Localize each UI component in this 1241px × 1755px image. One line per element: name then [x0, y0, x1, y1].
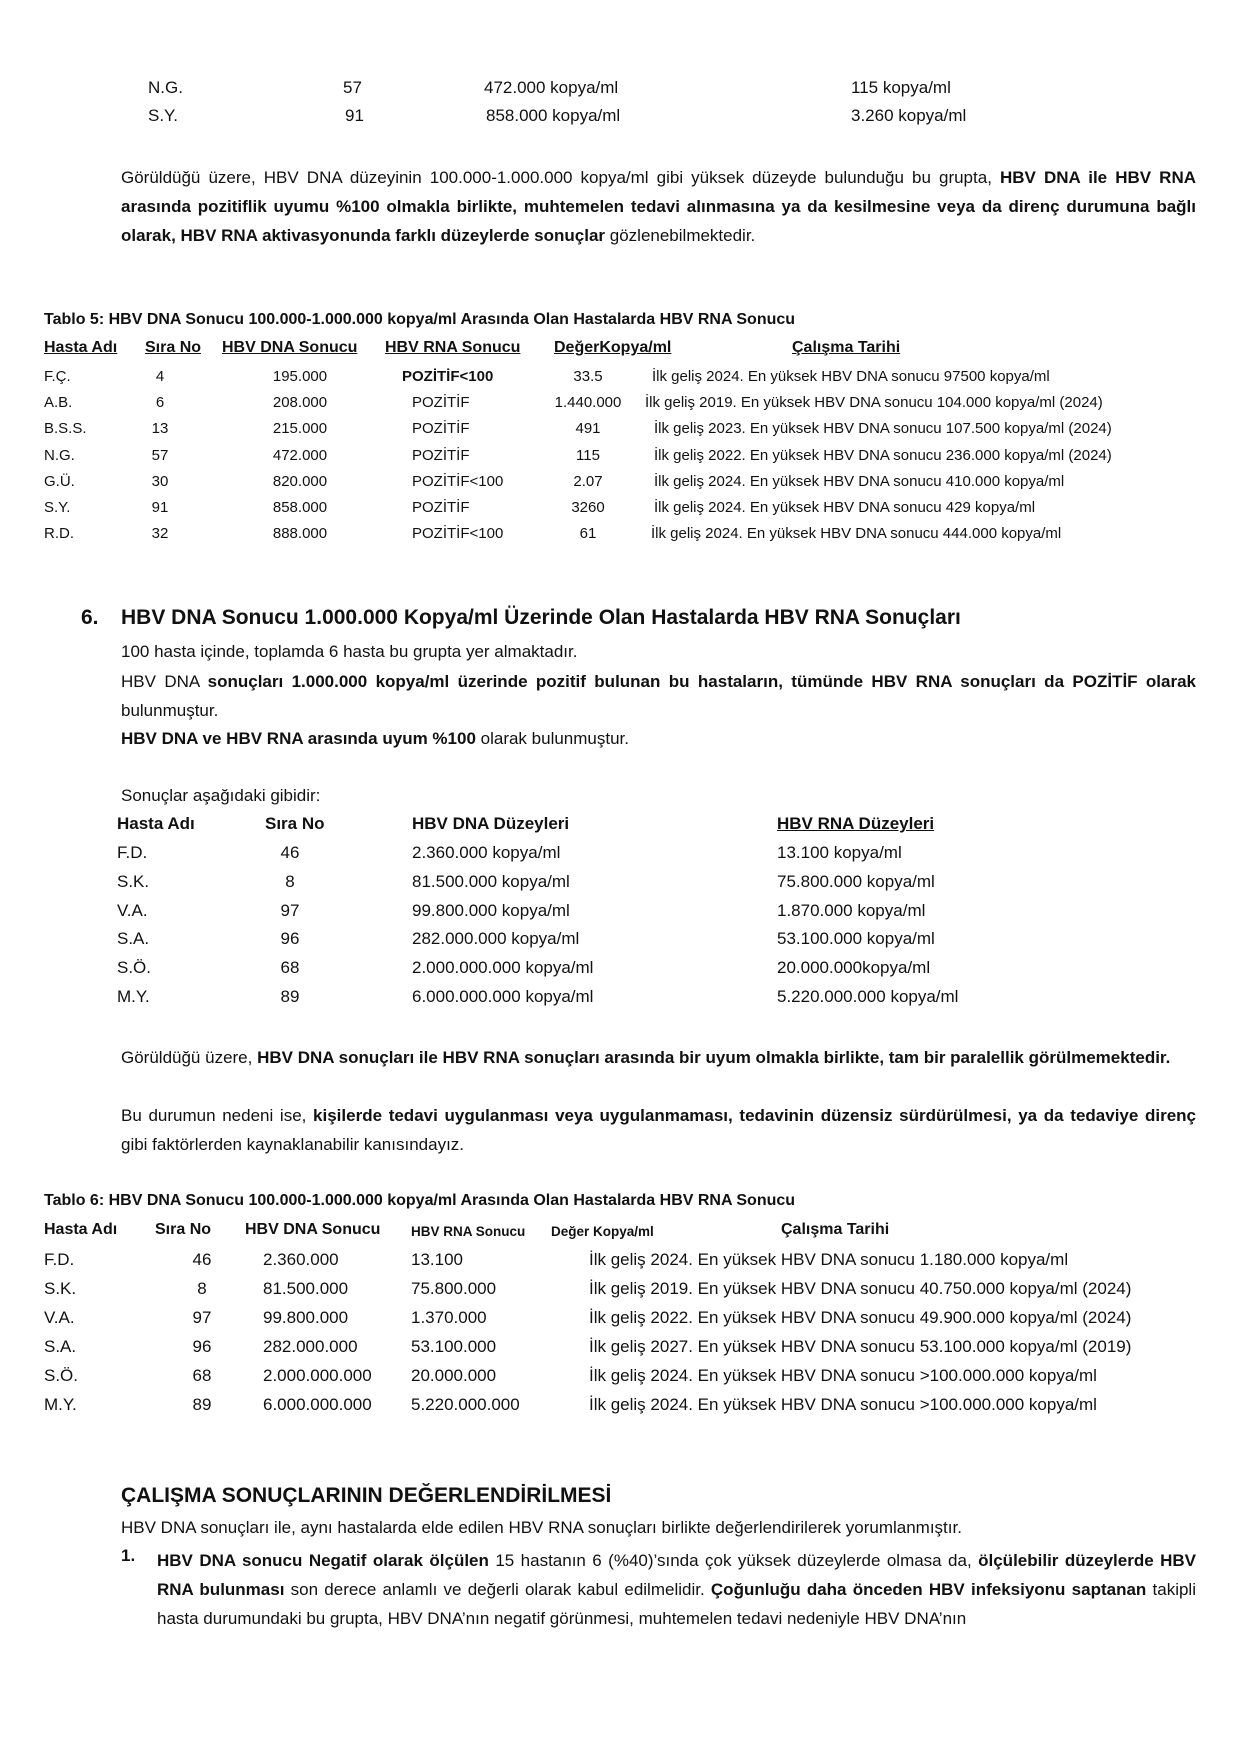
table-6-cell-tarih: İlk geliş 2024. En yüksek HBV DNA sonucu >100.000.000 kopya/ml	[589, 1395, 1097, 1414]
text: Görüldüğü üzere, HBV DNA düzeyinin 100.000-1.000.000 kopya/ml gibi yüksek düzeyde bulunduğu bu grupta,	[121, 168, 1000, 187]
text: olarak bulunmuştur.	[475, 729, 629, 748]
section-6-paragraph-5	[121, 1101, 1196, 1159]
table-6-cell-rna: 13.100	[411, 1250, 463, 1269]
table-5-cell-rna: POZİTİF<100	[412, 525, 504, 542]
top-row-name: N.G.	[148, 78, 183, 97]
table-6-header-name: Hasta Adı	[44, 1221, 118, 1238]
table-6-cell-dna: 81.500.000	[263, 1279, 349, 1298]
results-header-rna: HBV RNA Düzeyleri	[777, 814, 935, 833]
results-cell-name: M.Y.	[117, 987, 150, 1006]
text: bulunmuştur.	[121, 701, 219, 720]
table-6-header-tarih: Çalışma Tarihi	[781, 1221, 890, 1238]
table-5-cell-tarih: İlk geliş 2023. En yüksek HBV DNA sonucu 107.500 kopya/ml (2024)	[654, 420, 1112, 437]
evaluation-title: ÇALIŞMA SONUÇLARININ DEĞERLENDİRİLMESİ	[121, 1484, 612, 1507]
table-5-cell-tarih: İlk geliş 2022. En yüksek HBV DNA sonucu 236.000 kopya/ml (2024)	[654, 447, 1112, 464]
results-cell-sira: 68	[280, 958, 300, 977]
results-cell-dna: 2.360.000 kopya/ml	[412, 843, 561, 862]
table-5-cell-tarih: İlk geliş 2024. En yüksek HBV DNA sonucu 97500 kopya/ml	[652, 368, 1050, 385]
table-5-cell-dna: 195.000	[272, 368, 328, 385]
bold-text: Çoğunluğu daha önceden HBV infeksiyonu saptanan	[710, 1580, 1147, 1599]
table-6-cell-name: F.D.	[44, 1250, 75, 1269]
section-6-paragraph-2	[121, 667, 1196, 725]
text: HBV DNA	[121, 672, 208, 691]
table-6-cell-rna: 5.220.000.000	[411, 1395, 520, 1414]
table-5-cell-dna: 820.000	[272, 473, 328, 490]
table-6-cell-sira: 89	[192, 1395, 212, 1414]
table-6-header-sira: Sıra No	[155, 1221, 212, 1238]
text: Görüldüğü üzere,	[121, 1048, 258, 1067]
table-5-cell-name: S.Y.	[44, 499, 71, 516]
table-5-header-dna: HBV DNA Sonucu	[222, 339, 358, 356]
table-6-cell-name: S.A.	[44, 1337, 77, 1356]
table-5-cell-deger: 3260	[571, 499, 605, 516]
table-5-cell-tarih: İlk geliş 2024. En yüksek HBV DNA sonucu 444.000 kopya/ml	[651, 525, 1062, 542]
top-row-rna: 3.260 kopya/ml	[851, 106, 967, 125]
table-5-cell-name: R.D.	[44, 525, 74, 542]
text: 15 hastanın 6 (%40)’sında çok yüksek düzeylerde olmasa da,	[488, 1551, 979, 1570]
table-5-header-tarih: Çalışma Tarihi	[792, 339, 901, 356]
paragraph-dna-rna-concordance	[121, 163, 1196, 250]
table-6-cell-tarih: İlk geliş 2019. En yüksek HBV DNA sonucu 40.750.000 kopya/ml (2024)	[589, 1279, 1132, 1298]
table-5-cell-sira: 57	[151, 447, 169, 464]
text: son derece anlamlı ve değerli olarak kabul edilmelidir.	[284, 1580, 711, 1599]
bold-text: kişilerde tedavi uygulanması veya uygulanmaması, tedavinin düzensiz sürdürülmesi, ya da tedaviye direnç	[313, 1106, 1197, 1125]
table-5-cell-tarih: İlk geliş 2024. En yüksek HBV DNA sonucu 410.000 kopya/ml	[654, 473, 1065, 490]
table-5-cell-rna: POZİTİF<100	[412, 473, 504, 490]
results-cell-name: V.A.	[117, 901, 148, 920]
table-5-header-rna: HBV RNA Sonucu	[385, 339, 521, 356]
results-cell-name: S.Ö.	[117, 958, 152, 977]
evaluation-item-1-number: 1.	[121, 1546, 136, 1565]
text: Bu durumun nedeni ise,	[121, 1106, 314, 1125]
bold-text: HBV DNA sonucu Negatif olarak ölçülen	[157, 1551, 489, 1570]
table-6-cell-name: M.Y.	[44, 1395, 77, 1414]
results-intro: Sonuçlar aşağıdaki gibidir:	[121, 786, 321, 805]
table-5-cell-deger: 33.5	[573, 368, 603, 385]
table-6-cell-dna: 99.800.000	[263, 1308, 349, 1327]
table-5-title: Tablo 5: HBV DNA Sonucu 100.000-1.000.000 kopya/ml Arasında Olan Hastalarda HBV RNA Sonucu	[44, 311, 796, 328]
results-cell-sira: 97	[280, 901, 300, 920]
table-6-cell-rna: 20.000.000	[411, 1366, 497, 1385]
table-6-cell-rna: 53.100.000	[411, 1337, 497, 1356]
section-6-line1: 100 hasta içinde, toplamda 6 hasta bu grupta yer almaktadır.	[121, 642, 578, 661]
results-cell-name: F.D.	[117, 843, 148, 862]
table-6-cell-sira: 97	[192, 1308, 212, 1327]
top-row-name: S.Y.	[148, 106, 178, 125]
results-cell-dna: 2.000.000.000 kopya/ml	[412, 958, 594, 977]
table-5-cell-name: F.Ç.	[44, 368, 71, 385]
results-cell-rna: 53.100.000 kopya/ml	[777, 929, 935, 948]
table-5-cell-deger: 1.440.000	[554, 394, 622, 411]
results-cell-sira: 96	[280, 929, 300, 948]
table-6-cell-name: S.Ö.	[44, 1366, 79, 1385]
table-5-cell-rna: POZİTİF	[412, 420, 470, 437]
table-6-cell-tarih: İlk geliş 2027. En yüksek HBV DNA sonucu 53.100.000 kopya/ml (2019)	[589, 1337, 1132, 1356]
table-6-cell-name: S.K.	[44, 1279, 77, 1298]
table-6-header-dna: HBV DNA Sonucu	[245, 1221, 381, 1238]
results-cell-dna: 99.800.000 kopya/ml	[412, 901, 570, 920]
results-header-name: Hasta Adı	[117, 814, 195, 833]
table-6-cell-tarih: İlk geliş 2024. En yüksek HBV DNA sonucu >100.000.000 kopya/ml	[589, 1366, 1097, 1385]
top-row-sira: 91	[345, 106, 364, 125]
table-5-cell-deger: 115	[576, 447, 600, 464]
top-row-sira: 57	[343, 78, 362, 97]
table-6-title: Tablo 6: HBV DNA Sonucu 100.000-1.000.000 kopya/ml Arasında Olan Hastalarda HBV RNA Sonucu	[44, 1192, 796, 1209]
table-6-cell-tarih: İlk geliş 2022. En yüksek HBV DNA sonucu 49.900.000 kopya/ml (2024)	[589, 1308, 1132, 1327]
table-5-cell-dna: 858.000	[272, 499, 328, 516]
results-cell-dna: 81.500.000 kopya/ml	[412, 872, 570, 891]
top-row-dna: 858.000 kopya/ml	[486, 106, 621, 125]
table-6-cell-sira: 8	[197, 1279, 207, 1298]
results-cell-rna: 75.800.000 kopya/ml	[777, 872, 935, 891]
table-5-cell-name: N.G.	[44, 447, 75, 464]
section-6-title: HBV DNA Sonucu 1.000.000 Kopya/ml Üzerinde Olan Hastalarda HBV RNA Sonuçları	[121, 606, 961, 629]
table-5-cell-dna: 215.000	[272, 420, 328, 437]
table-5-cell-dna: 208.000	[272, 394, 328, 411]
table-6-cell-tarih: İlk geliş 2024. En yüksek HBV DNA sonucu 1.180.000 kopya/ml	[589, 1250, 1069, 1269]
results-cell-name: S.A.	[117, 929, 150, 948]
results-cell-rna: 13.100 kopya/ml	[777, 843, 902, 862]
bold-text: sonuçları 1.000.000 kopya/ml üzerinde pozitif bulunan bu hastaların, tümünde HBV RNA sonuçları da POZİTİF olarak	[207, 672, 1196, 691]
table-6-cell-sira: 46	[192, 1250, 212, 1269]
table-5-cell-sira: 13	[151, 420, 169, 437]
table-5-cell-tarih: İlk geliş 2024. En yüksek HBV DNA sonucu 429 kopya/ml	[654, 499, 1036, 516]
table-5-cell-rna: POZİTİF	[412, 447, 470, 464]
evaluation-item-1	[157, 1546, 1196, 1633]
table-5-header-deger: DeğerKopya/ml	[554, 339, 672, 356]
table-6-header-deger: Değer Kopya/ml	[551, 1224, 654, 1239]
table-5-cell-name: A.B.	[44, 394, 73, 411]
results-cell-rna: 20.000.000kopya/ml	[777, 958, 931, 977]
table-5-cell-name: G.Ü.	[44, 473, 75, 490]
table-6-cell-rna: 1.370.000	[411, 1308, 487, 1327]
results-cell-sira: 89	[280, 987, 300, 1006]
section-6-paragraph-4	[121, 1043, 1196, 1072]
table-5-cell-rna: POZİTİF	[412, 394, 470, 411]
table-5-cell-rna: POZİTİF	[412, 499, 470, 516]
table-5-cell-deger: 2.07	[573, 473, 603, 490]
table-5-cell-tarih: İlk geliş 2019. En yüksek HBV DNA sonucu 104.000 kopya/ml (2024)	[645, 394, 1103, 411]
table-5-cell-dna: 472.000	[272, 447, 328, 464]
section-6-number: 6.	[81, 606, 99, 629]
text: gibi faktörlerden kaynaklanabilir kanısındayız.	[121, 1135, 465, 1154]
table-6-cell-sira: 68	[192, 1366, 212, 1385]
table-6-cell-dna: 2.360.000	[263, 1250, 339, 1269]
table-5-cell-name: B.S.S.	[44, 420, 87, 437]
table-5-header-sira: Sıra No	[145, 339, 202, 356]
table-5-cell-sira: 4	[155, 368, 165, 385]
table-5-cell-deger: 61	[579, 525, 597, 542]
bold-text: HBV DNA ile HBV RNA arasında pozitiflik uyumu %100 olmakla birlikte, muhtemelen tedavi alınmasına ya da kesilmesine veya da direnç durumuna bağlı olarak, HBV RNA aktivasyonunda farklı düzeylerde sonuçlar	[121, 168, 1196, 245]
results-cell-dna: 282.000.000 kopya/ml	[412, 929, 580, 948]
text: gözlenebilmektedir.	[605, 226, 756, 245]
table-5-cell-sira: 30	[151, 473, 169, 490]
table-6-cell-rna: 75.800.000	[411, 1279, 497, 1298]
results-header-dna: HBV DNA Düzeyleri	[412, 814, 570, 833]
bold-text: ölçülebilir düzeylerde HBV RNA bulunması	[157, 1551, 1196, 1599]
table-6-cell-sira: 96	[192, 1337, 212, 1356]
table-5-cell-deger: 491	[575, 420, 601, 437]
top-row-dna: 472.000 kopya/ml	[484, 78, 619, 97]
bold-text: HBV DNA ve HBV RNA arasında uyum %100	[121, 729, 476, 748]
results-cell-rna: 1.870.000 kopya/ml	[777, 901, 926, 920]
table-6-header-rna: HBV RNA Sonucu	[411, 1224, 526, 1239]
table-5-cell-rna: POZİTİF<100	[402, 368, 494, 385]
top-row-rna: 115 kopya/ml	[851, 78, 951, 97]
table-6-cell-dna: 2.000.000.000	[263, 1366, 372, 1385]
table-6-cell-name: V.A.	[44, 1308, 75, 1327]
results-cell-sira: 46	[280, 843, 300, 862]
table-5-header-name: Hasta Adı	[44, 339, 118, 356]
table-6-cell-dna: 6.000.000.000	[263, 1395, 372, 1414]
table-5-cell-sira: 6	[155, 394, 165, 411]
table-5-cell-sira: 32	[151, 525, 169, 542]
evaluation-intro: HBV DNA sonuçları ile, aynı hastalarda elde edilen HBV RNA sonuçları birlikte değerlendirilerek yorumlanmıştır.	[121, 1518, 962, 1537]
section-6-paragraph-3	[121, 729, 629, 749]
table-6-cell-dna: 282.000.000	[263, 1337, 358, 1356]
text: takipli hasta durumundaki bu grupta, HBV DNA’nın negatif görünmesi, muhtemelen tedavi nedeniyle HBV DNA’nın	[157, 1580, 1196, 1628]
results-cell-sira: 8	[285, 872, 295, 891]
table-5-cell-dna: 888.000	[272, 525, 328, 542]
results-cell-name: S.K.	[117, 872, 150, 891]
results-header-sira: Sıra No	[265, 814, 325, 833]
bold-text: HBV DNA sonuçları ile HBV RNA sonuçları arasında bir uyum olmakla birlikte, tam bir paralellik görülmemektedir.	[257, 1048, 1171, 1067]
results-cell-rna: 5.220.000.000 kopya/ml	[777, 987, 959, 1006]
results-cell-dna: 6.000.000.000 kopya/ml	[412, 987, 594, 1006]
table-5-cell-sira: 91	[151, 499, 169, 516]
